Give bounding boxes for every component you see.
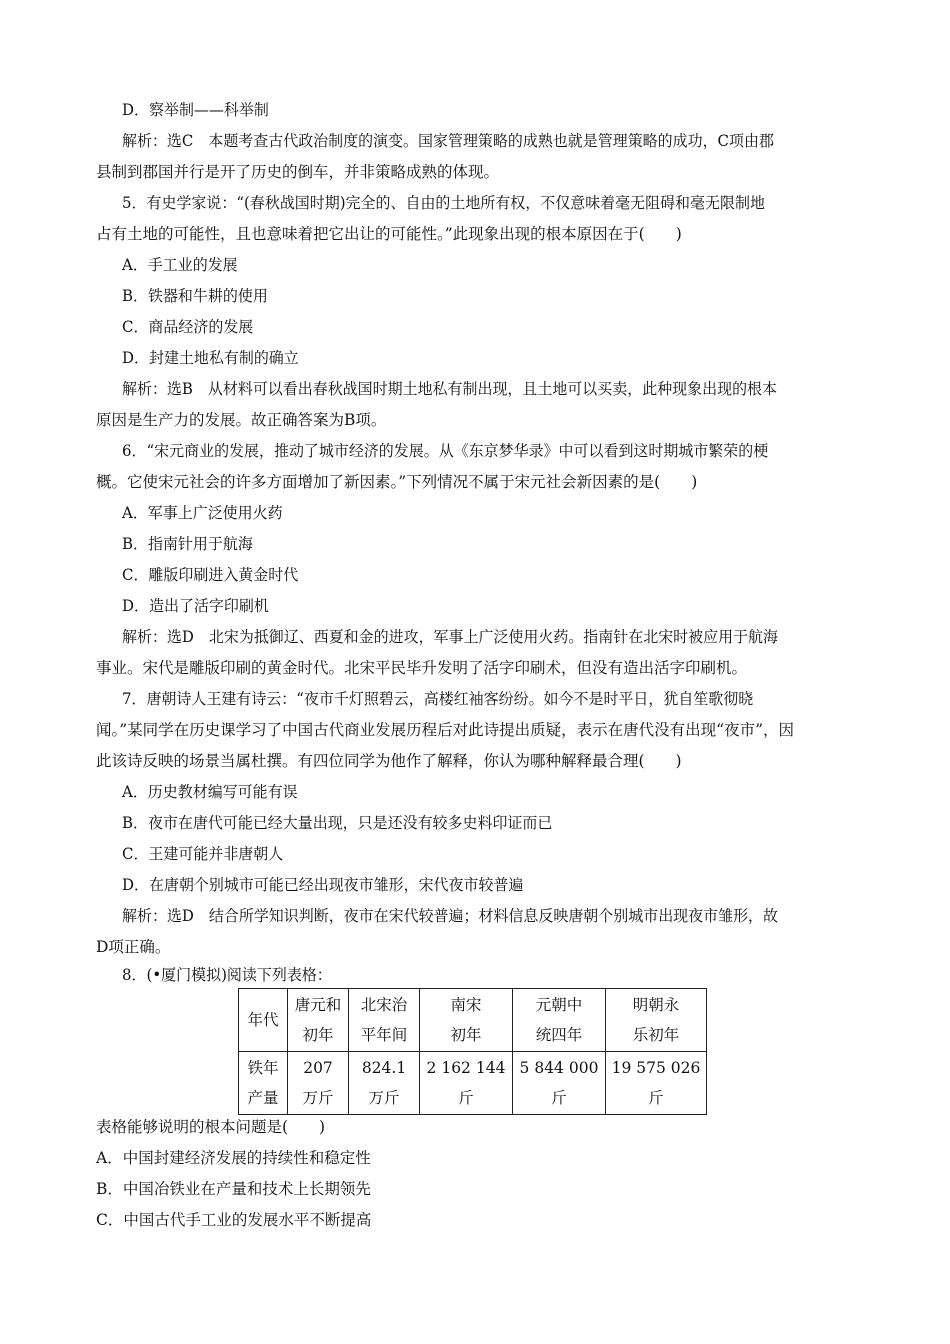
text-line: A．中国封建经济发展的持续性和稳定性 bbox=[96, 1149, 371, 1167]
table-header-row bbox=[239, 989, 707, 1052]
text-line: 解析：选B 从材料可以看出春秋战国时期土地私有制出现，且土地可以买卖，此种现象出现的根本 bbox=[122, 380, 778, 398]
table-header-cell: 唐元和 初年 bbox=[288, 989, 349, 1052]
text-line: A．历史教材编写可能有误 bbox=[122, 783, 298, 801]
iron-output-table bbox=[238, 988, 707, 1115]
text-line: D．察举制——科举制 bbox=[122, 101, 269, 119]
text-line: B．指南针用于航海 bbox=[122, 535, 253, 553]
text-line: 7．唐朝诗人王建有诗云：“夜市千灯照碧云，高楼红袖客纷纷。如今不是时平日，犹自笙歌彻晓 bbox=[122, 690, 754, 708]
text-line: 5．有史学家说：“(春秋战国时期)完全的、自由的土地所有权，不仅意味着毫无阻碍和毫无限制地 bbox=[122, 194, 765, 212]
table-cell: 824.1 万斤 bbox=[349, 1052, 420, 1115]
text-line: 解析：选C 本题考查古代政治制度的演变。国家管理策略的成熟也就是管理策略的成功，C项由郡 bbox=[122, 132, 774, 150]
text-line: 表格能够说明的根本问题是( ) bbox=[96, 1118, 326, 1136]
text-line: D．封建土地私有制的确立 bbox=[122, 349, 299, 367]
text-line: 解析：选D 结合所学知识判断，夜市在宋代较普遍；材料信息反映唐朝个别城市出现夜市雏形，故 bbox=[122, 907, 779, 925]
table-header-cell: 明朝永 乐初年 bbox=[606, 989, 707, 1052]
text-line: D．造出了活字印刷机 bbox=[122, 597, 269, 615]
text-line: C．王建可能并非唐朝人 bbox=[122, 845, 284, 863]
text-line: B．夜市在唐代可能已经大量出现，只是还没有较多史料印证而已 bbox=[122, 814, 553, 832]
table-row-label: 铁年 产量 bbox=[239, 1052, 288, 1115]
text-line: 此该诗反映的场景当属杜撰。有四位同学为他作了解释，你认为哪种解释最合理( ) bbox=[96, 752, 682, 770]
text-line: A．军事上广泛使用火药 bbox=[122, 504, 283, 522]
text-line: 县制到郡国并行是开了历史的倒车，并非策略成熟的体现。 bbox=[96, 163, 500, 181]
table-cell: 5 844 000 斤 bbox=[513, 1052, 606, 1115]
table-header-cell: 元朝中 统四年 bbox=[513, 989, 606, 1052]
text-line: C．商品经济的发展 bbox=[122, 318, 254, 336]
text-line: 概。它使宋元社会的许多方面增加了新因素。”下列情况不属于宋元社会新因素的是( ) bbox=[96, 473, 698, 491]
table-cell: 19 575 026 斤 bbox=[606, 1052, 707, 1115]
table-cell: 207 万斤 bbox=[288, 1052, 349, 1115]
text-line: 解析：选D 北宋为抵御辽、西夏和金的进攻，军事上广泛使用火药。指南针在北宋时被应用于航海 bbox=[122, 628, 779, 646]
text-line: 闻。”某同学在历史课学习了中国古代商业发展历程后对此诗提出质疑，表示在唐代没有出现“夜市”，因 bbox=[96, 721, 795, 739]
text-line: A．手工业的发展 bbox=[122, 256, 238, 274]
text-line: C．中国古代手工业的发展水平不断提高 bbox=[96, 1211, 372, 1229]
table-header-cell: 北宋治 平年间 bbox=[349, 989, 420, 1052]
table-header-label: 年代 bbox=[239, 989, 288, 1052]
text-line: 事业。宋代是雕版印刷的黄金时代。北宋平民毕升发明了活字印刷术，但没有造出活字印刷机。 bbox=[96, 659, 748, 677]
text-line: B．铁器和牛耕的使用 bbox=[122, 287, 268, 305]
text-line: 6．“宋元商业的发展，推动了城市经济的发展。从《东京梦华录》中可以看到这时期城市繁荣的梗 bbox=[122, 442, 769, 460]
text-line: B．中国冶铁业在产量和技术上长期领先 bbox=[96, 1180, 371, 1198]
text-line: 占有土地的可能性，且也意味着把它出让的可能性。”此现象出现的根本原因在于( ) bbox=[96, 225, 682, 243]
text-line: 8．(•厦门模拟)阅读下列表格： bbox=[122, 966, 332, 984]
text-line: D．在唐朝个别城市可能已经出现夜市雏形，宋代夜市较普遍 bbox=[122, 876, 524, 894]
table-cell: 2 162 144 斤 bbox=[420, 1052, 513, 1115]
table-header-cell: 南宋 初年 bbox=[420, 989, 513, 1052]
table-row bbox=[239, 1052, 707, 1115]
text-line: 原因是生产力的发展。故正确答案为B项。 bbox=[96, 411, 387, 429]
text-line: C．雕版印刷进入黄金时代 bbox=[122, 566, 299, 584]
text-line: D项正确。 bbox=[96, 938, 171, 956]
